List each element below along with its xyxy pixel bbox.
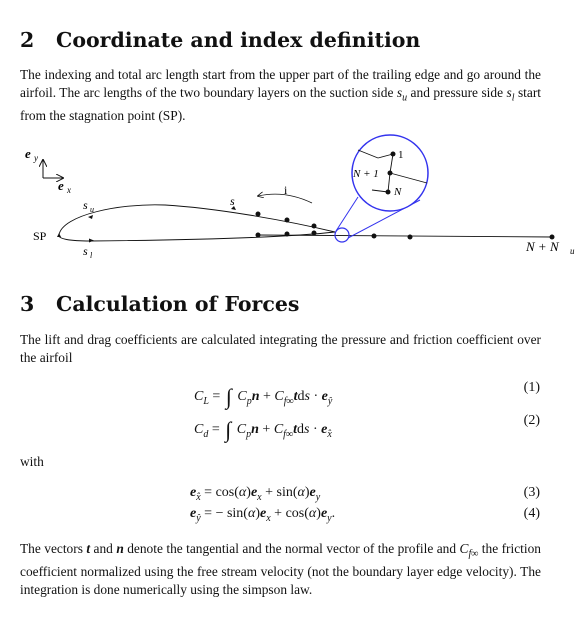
symbol-su: s <box>396 84 403 100</box>
paragraph-text: denote the tangential and the normal vector of the profile and <box>123 541 460 556</box>
ex-label: e <box>58 178 64 193</box>
equation-number: (3) <box>523 485 540 500</box>
with-text: with <box>20 454 44 469</box>
paragraph-text: and <box>90 541 117 556</box>
symbol-sl-sub: l <box>511 92 515 104</box>
wake-line <box>258 235 552 237</box>
section-2-paragraph <box>20 66 541 124</box>
symbol-sl: s <box>506 84 512 100</box>
equation-3 <box>0 485 575 505</box>
equation-body: $C_L$ = ∫ $C_pn + C_{f\infty}tds \cdot e_ŷ$ <box>194 384 333 409</box>
end-sub: u <box>570 246 575 256</box>
paragraph-text: The vectors <box>20 541 87 556</box>
sl-label: s <box>83 244 88 258</box>
equation-4 <box>0 506 575 526</box>
equation-number: (2) <box>523 413 540 428</box>
coordinate-axes <box>25 146 71 195</box>
section-title: Coordinate and index definition <box>56 28 421 52</box>
ey-sub: y <box>34 153 38 163</box>
ey-label: e <box>25 146 31 161</box>
symbol-t: t <box>86 541 91 556</box>
paragraph-text: The indexing and total arc length start from the upper part of the trailing edge and go around the airfoil. The arc lengths of the two boundary layers on the suction side <box>20 67 541 100</box>
zoom-one-label: 1 <box>398 149 404 161</box>
equation-body: $e_{x̂} = \cos(\alpha)e_x + \sin(\alpha)e_y$ <box>190 485 321 503</box>
symbol-su-sub: u <box>402 92 408 104</box>
paragraph-text: and pressure side <box>407 84 507 100</box>
paragraph-text: start from the stagnation point (SP). <box>20 84 542 123</box>
section-number: 3 <box>20 292 35 316</box>
equation-1 <box>0 380 575 409</box>
su-label: s <box>83 198 88 212</box>
section-number: 2 <box>20 28 35 52</box>
airfoil-figure <box>0 130 575 270</box>
section-2-heading <box>20 28 420 52</box>
zoom-n-label: N <box>394 186 402 198</box>
zoom-n1-label: N + 1 <box>353 168 379 180</box>
equation-number: (1) <box>523 380 540 395</box>
section-title: Calculation of Forces <box>56 292 300 316</box>
paragraph-text: the friction coefficient normalized using the free stream velocity (not the boundary layer edge velocity). The integration is done numerically using the simpson law. <box>20 541 542 597</box>
section-3-heading <box>20 292 299 316</box>
sp-label: SP <box>33 229 47 243</box>
i-label: i <box>284 183 288 197</box>
end-label: N + N <box>526 239 559 254</box>
section-3-intro: The lift and drag coefficients are calculated integrating the pressure and friction coefficient over the airfoil <box>20 332 541 365</box>
symbol-cf: C <box>459 541 469 556</box>
su-sub: u <box>90 205 94 214</box>
s-label: s <box>230 194 235 208</box>
ex-sub: x <box>67 185 71 195</box>
equation-2 <box>0 413 575 442</box>
equation-body: $e_ŷ$ = − $\sin(\alpha)e_x + \cos(\alpha)e_y$. <box>190 506 336 524</box>
equation-number: (4) <box>523 506 540 521</box>
symbol-n: n <box>116 541 124 556</box>
sl-sub: l <box>90 251 93 260</box>
equation-body: $C_d$ = ∫ $C_pn + C_{f\infty}tds \cdot e_{x̂}$ <box>194 417 332 442</box>
symbol-cf-sub: f∞ <box>468 548 479 560</box>
zoom-detail <box>335 135 428 242</box>
closing-paragraph <box>20 540 541 598</box>
